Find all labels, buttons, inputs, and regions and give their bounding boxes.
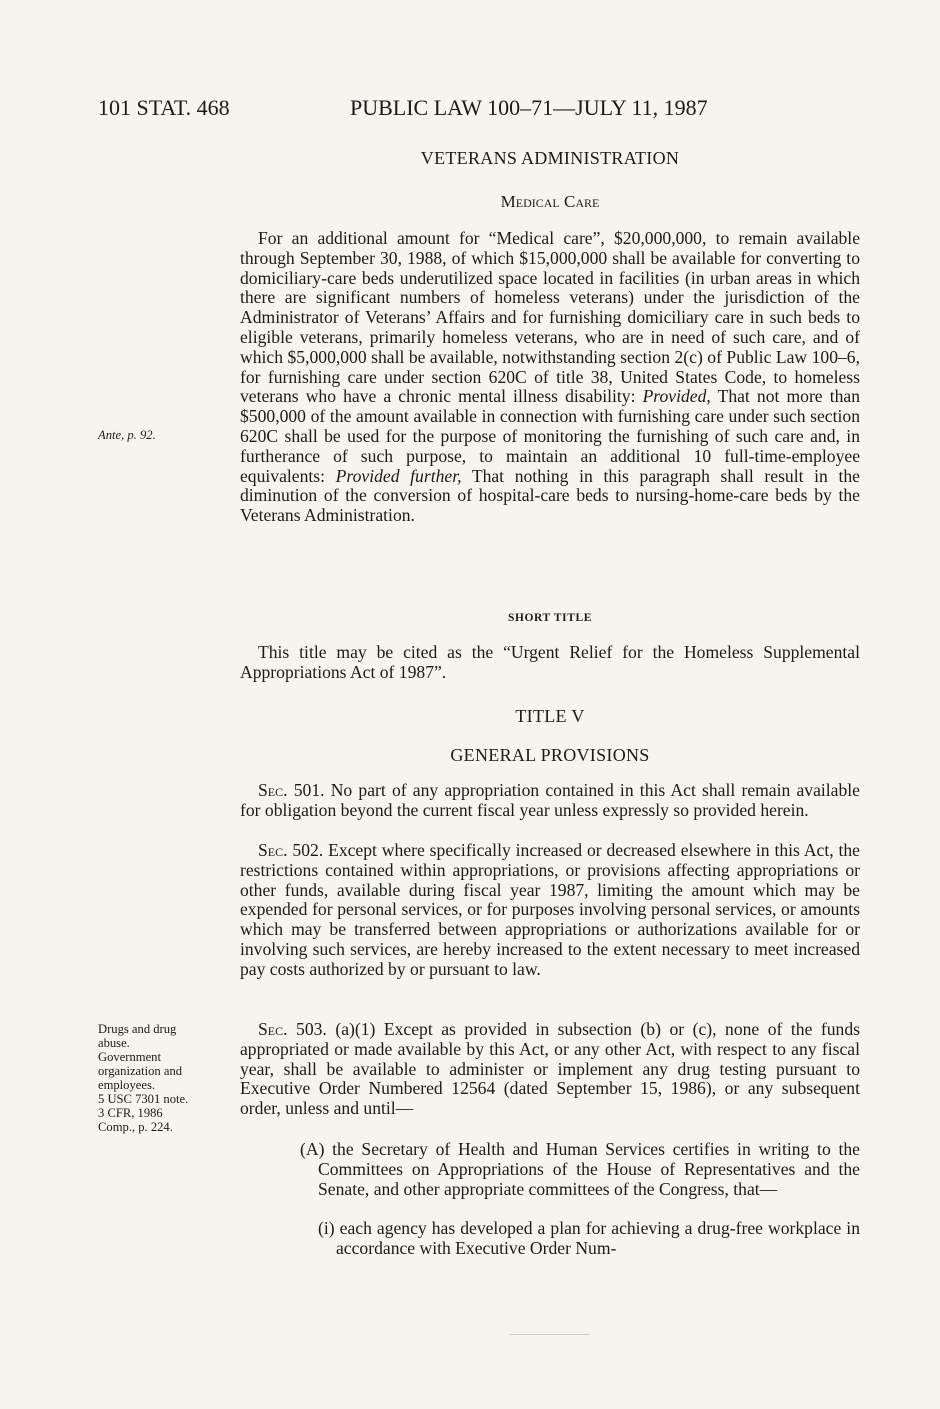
margin-note-line: employees. — [98, 1078, 156, 1092]
margin-note-line: organization and — [98, 1064, 183, 1078]
medical-care-text: For an additional amount for “Medical care”, $20,000,000, to remain available through September 30, 1988, of which $15,000,000 shall be available for converting to domiciliary-care beds underutilized space located in facilities (in urban areas in which there are significant numbers of homeless veterans) under the jurisdiction of the Administrator of Veterans’ Affairs and for furnishing domiciliary care in such beds to eligible veterans, primarily homeless veterans, who are in need of such care, and of which $5,000,000 shall be available, notwithstanding section 2(c) of Public Law 100–6, for furnishing care under section 620C of title 38, United States Code, to homeless veterans who have a chronic mental illness disability: — [240, 228, 860, 407]
section-502 — [240, 841, 860, 980]
section-503-a-text: (A) the Secretary of Health and Human Services certifies in writing to the Committees on Appropriations of the House of Representatives and the Senate, and other appropriate committees of the Congress, that— — [300, 1139, 860, 1199]
proviso-label: Provided, — [642, 386, 711, 407]
margin-note-line: 5 USC 7301 note. — [98, 1092, 189, 1106]
margin-note-ante: Ante, p. 92. — [98, 428, 156, 442]
section-503 — [240, 1020, 860, 1119]
short-title-heading: SHORT TITLE — [507, 612, 593, 624]
public-law-title: PUBLIC LAW 100–71—JULY 11, 1987 — [350, 95, 708, 120]
margin-note-line: Government — [98, 1050, 161, 1064]
proviso-further-label: Provided further, — [335, 465, 462, 486]
short-title-text: This title may be cited as the “Urgent Relief for the Homeless Supplemental Appropriations Act of 1987”. — [240, 642, 860, 682]
agency-heading: VETERANS ADMINISTRATION — [420, 148, 680, 168]
section-503-text: 503. (a)(1) Except as provided in subsection (b) or (c), none of the funds appropriated or made available by this Act, or any other Act, with respect to any fiscal year, shall be available to administer or implement any drug testing pursuant to Executive Order Numbered 12564 (dated September 15, 1986), or any subsequent order, unless and until— — [240, 1019, 860, 1119]
general-provisions-heading: GENERAL PROVISIONS — [450, 745, 650, 765]
margin-note-line: 3 CFR, 1986 — [98, 1106, 163, 1120]
margin-note-line: Drugs and drug — [98, 1022, 177, 1036]
section-label: Sec. — [258, 780, 288, 800]
short-title-paragraph — [240, 643, 860, 683]
margin-note-line: abuse. — [98, 1036, 130, 1050]
footer-divider — [510, 1334, 590, 1335]
title-v-heading: TITLE V — [515, 706, 585, 726]
section-501-text: 501. No part of any appropriation contained in this Act shall remain available for obligation beyond the current fiscal year unless expressly so provided herein. — [240, 780, 860, 820]
section-502-text: 502. Except where specifically increased or decreased elsewhere in this Act, the restrictions contained within appropriations, or provisions affecting appropriations or other funds, available during fiscal year 1987, limiting the amount which may be expended for personal services, or for purposes involving personal services, or amounts which may be transferred between appropriations or authorizations available for or involving such services, are hereby increased to the extent necessary to meet increased pay costs authorized by or pursuant to law. — [240, 840, 860, 979]
section-label: Sec. — [258, 840, 288, 860]
section-503-paragraph-a — [300, 1140, 860, 1199]
medical-care-paragraph — [240, 229, 860, 526]
margin-note-drugs — [98, 1022, 233, 1134]
section-503-i-text: (i) each agency has developed a plan for achieving a drug-free workplace in accordance with Executive Order Num- — [318, 1218, 860, 1258]
section-label: Sec. — [258, 1019, 288, 1039]
medical-care-text-3: That nothing in this paragraph shall result in the diminution of the conversion of hospital-care beds to nursing-home-care beds by the Veterans Administration. — [240, 465, 860, 526]
medical-care-text-2: That not more than $500,000 of the amount available in connection with furnishing care under such section 620C shall be used for the purpose of monitoring the furnishing of such care and, in furtherance of such purpose, to maintain an additional 10 full-time-employee equivalents: — [240, 386, 860, 486]
section-503-clause-i — [318, 1219, 860, 1259]
section-501 — [240, 781, 860, 821]
statute-page-number: 101 STAT. 468 — [98, 95, 230, 120]
medical-care-heading: Medical Care — [500, 192, 600, 211]
margin-note-line: Comp., p. 224. — [98, 1120, 173, 1134]
